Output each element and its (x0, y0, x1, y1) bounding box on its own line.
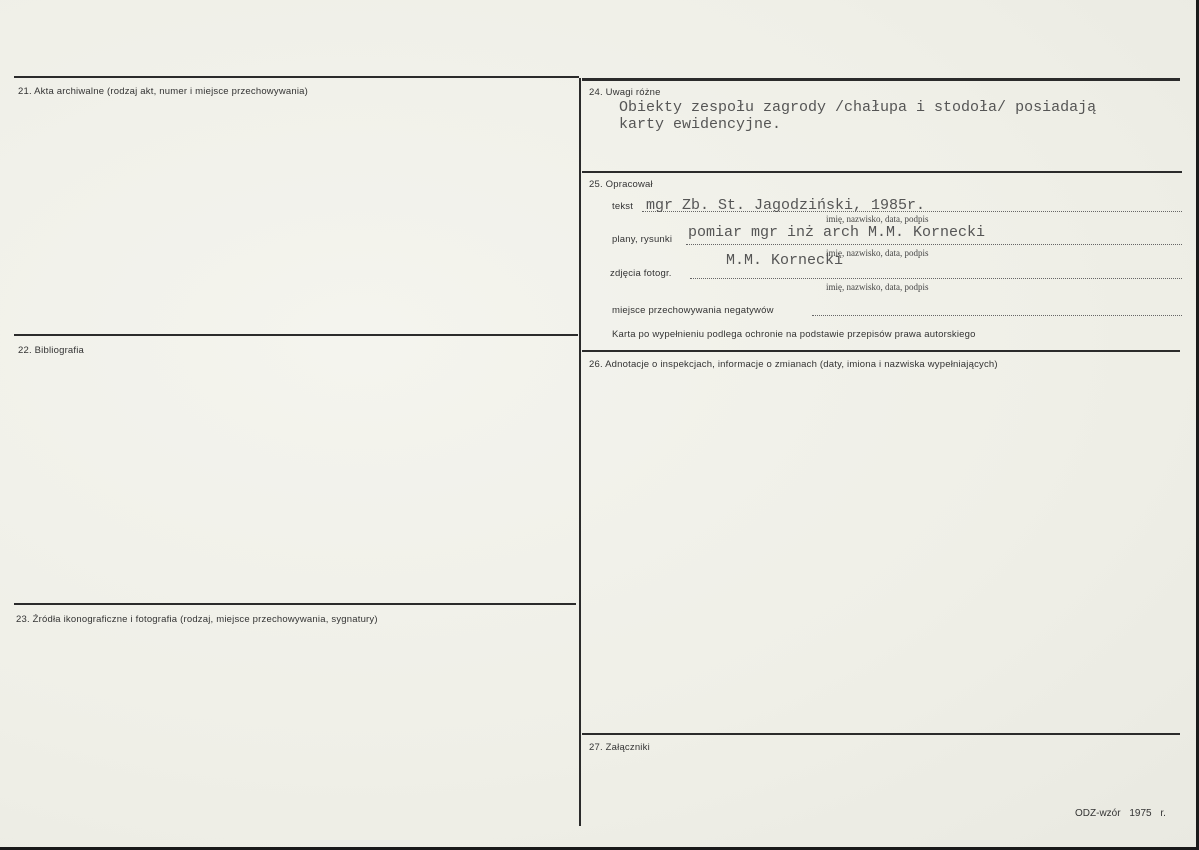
form-year: 1975 (1129, 808, 1152, 819)
drawings-label: plany, rysunki (612, 234, 673, 245)
section-23-label: 23. Źródła ikonograficzne i fotografia (rodzaj, miejsce przechowywania, sygnatury) (16, 614, 378, 625)
remarks-line-2: karty ewidencyjne. (619, 116, 782, 133)
rule-26-27 (582, 733, 1180, 735)
drawings-value-2: M.M. Kornecki (726, 252, 844, 269)
drawings-value: pomiar mgr inż arch M.M. Kornecki (688, 224, 986, 241)
text-author-label: tekst (612, 201, 634, 212)
photos-caption: imię, nazwisko, data, podpis (826, 282, 929, 292)
section-21-label: 21. Akta archiwalne (rodzaj akt, numer i miejsce przechowywania) (18, 86, 309, 97)
text-author-caption: imię, nazwisko, data, podpis (826, 214, 929, 224)
copyright-note: Karta po wypełnieniu podlega ochronie na podstawie przepisów prawa autorskiego (612, 329, 976, 340)
rule-22-23 (14, 603, 576, 605)
section-27-label: 27. Załączniki (589, 742, 650, 753)
section-24-label: 24. Uwagi różne (589, 87, 661, 98)
photos-line (690, 278, 1182, 279)
rule-21-22 (14, 334, 578, 336)
negatives-line (812, 315, 1182, 316)
text-author-value: mgr Zb. St. Jagodziński, 1985r. (646, 197, 926, 214)
section-22-label: 22. Bibliografia (18, 345, 85, 356)
photos-label: zdjęcia fotogr. (610, 268, 672, 279)
form-year-suffix: r. (1160, 808, 1166, 819)
top-rule-right (582, 78, 1180, 81)
center-divider (579, 78, 581, 826)
rule-25-26 (582, 350, 1180, 352)
form-code (1075, 808, 1166, 819)
form-code-text: ODZ-wzór (1075, 808, 1121, 819)
section-25-label: 25. Opracował (589, 179, 653, 190)
drawings-line (686, 244, 1182, 245)
top-rule-left (14, 76, 579, 78)
drawings-caption: imię, nazwisko, data, podpis (826, 248, 929, 258)
remarks-line-1: Obiekty zespołu zagrody /chałupa i stodoła/ posiadają (619, 99, 1097, 116)
negatives-label: miejsce przechowywania negatywów (612, 305, 774, 316)
section-26-label: 26. Adnotacje o inspekcjach, informacje o zmianach (daty, imiona i nazwiska wypełniających) (589, 359, 998, 370)
rule-24-25 (582, 171, 1182, 173)
